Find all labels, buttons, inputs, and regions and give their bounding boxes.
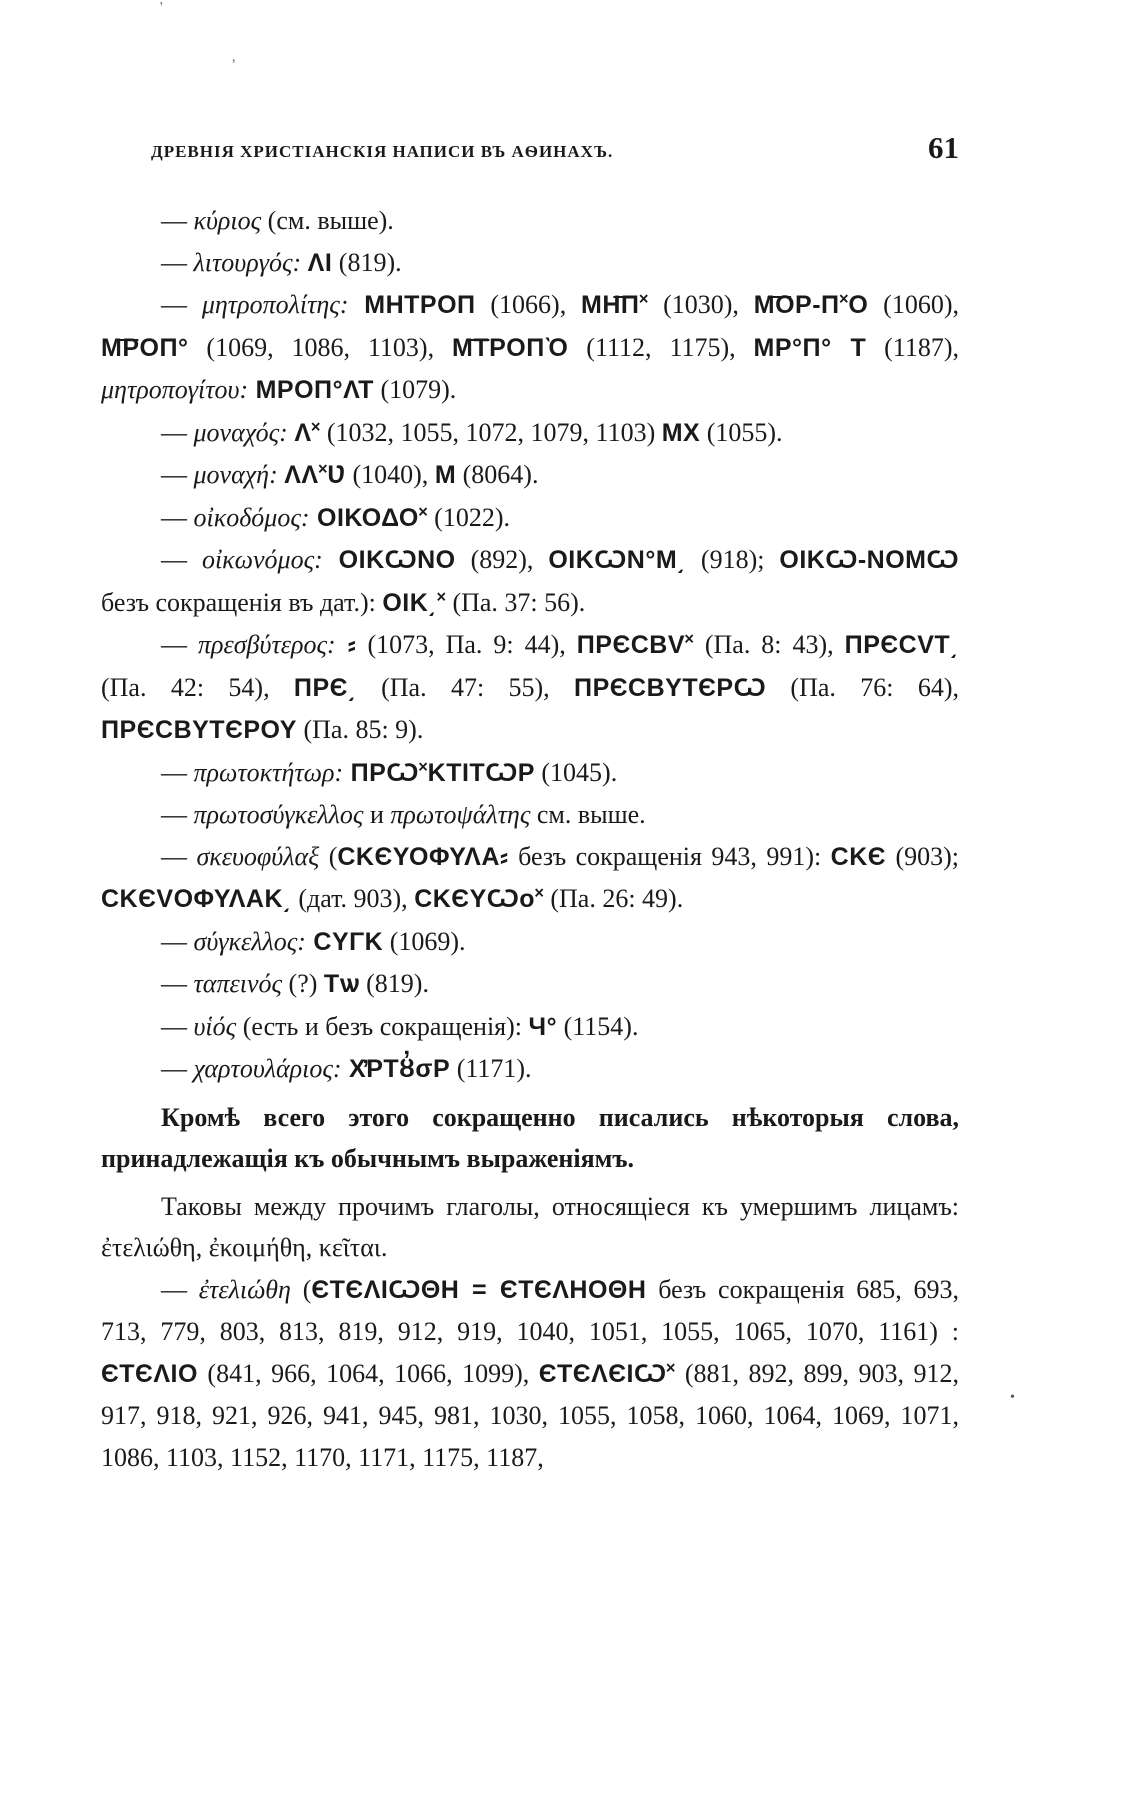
entry — [101, 497, 959, 540]
entry-abbreviation: ΟΙΚѠΝ°Μ͵ — [548, 546, 686, 574]
entry-abbreviation: Μ͞ΟΡ-Π˟Ο — [753, 291, 869, 319]
entry-list — [101, 200, 959, 1091]
entry-text: ( — [319, 841, 338, 871]
entry-dash: — — [161, 290, 187, 319]
entry-abbreviation: Ч° — [528, 1012, 558, 1041]
entry-text: (1073, Па. 9: 44), — [356, 630, 577, 659]
page-header — [101, 130, 959, 170]
entry-dash: — — [161, 1054, 187, 1083]
entry-abbreviation: Μ — [434, 461, 457, 489]
entry — [101, 284, 959, 412]
entry-abbreviation: ΟΙΚѠ-ΝΟΜѠ — [779, 546, 959, 574]
entry-abbreviation: ΛΙ — [301, 248, 333, 277]
entry-abbreviation: ΜΗΤΡΟΠ — [348, 291, 476, 319]
entry-text: (?) — [282, 969, 324, 998]
entry-text: (Па. 26: 49). — [543, 884, 684, 913]
entry-headword: υἱός — [193, 1011, 237, 1041]
entry — [101, 1048, 959, 1091]
entry-text: (1079). — [373, 375, 457, 404]
entry-text: (1066), — [475, 290, 582, 319]
entry-headword: μοναχός: — [193, 417, 288, 447]
entry-abbreviation: ⸗ — [335, 631, 357, 659]
entry-headword: ἐτελιώθη — [198, 1274, 291, 1304]
entry-abbreviation: ΠΡЄСVΤ͵ — [844, 631, 959, 659]
entry-abbreviation: ΛΛ˟Ʋ — [277, 461, 346, 489]
entry-text: (Па. 47: 55), — [356, 672, 575, 702]
entry-text: (903); — [886, 841, 960, 871]
entry-text: (1055). — [700, 417, 783, 447]
entry-dash: — — [161, 247, 187, 277]
entry-headword: πρωτοκτήτωρ: — [193, 757, 344, 787]
entry-text: (1171). — [450, 1054, 532, 1083]
entry-abbreviation: ΟΙΚѠΝΟ — [322, 546, 456, 574]
entry — [101, 921, 959, 964]
entry-dash: — — [161, 757, 187, 787]
entry-text: (Па. 76: 64), — [766, 672, 959, 702]
entry-text: (8064). — [456, 460, 539, 489]
entry-headword: πρωτοψάλτης — [390, 800, 531, 829]
entry-dash: — — [161, 417, 187, 447]
entry-text: (1069). — [383, 926, 466, 956]
entry-text: (1112, 1175), — [568, 332, 754, 362]
entry-text: ( — [290, 1274, 312, 1304]
entry — [101, 794, 959, 836]
entry-abbreviation: ΜΗ͞Π˟ — [581, 291, 649, 319]
entry-abbreviation: ЄΤЄΛΙѠΘΗ = ЄΤЄΛΗΟΘΗ — [311, 1275, 647, 1304]
entry-text: (1187), — [866, 332, 959, 362]
entry-text: (1154). — [557, 1011, 639, 1041]
paragraph-verbs-text: Таковы между прочимъ глаголы, относящіеся къ умершимъ лицамъ: ἐτελιώθη, ἐκοιμήθη, κεῖται. — [101, 1191, 959, 1262]
entry-abbreviation: ΠΡѠ˟ΚΤΙΤѠΡ — [343, 758, 535, 787]
entry-abbreviation: ΟΙΚΟΔΟ˟ — [309, 503, 428, 532]
entry-text: (892), — [455, 545, 549, 574]
entry-headword: σκευοφύλαξ — [196, 841, 320, 871]
entry — [101, 412, 959, 455]
final-entry — [101, 1269, 959, 1479]
entry-headword: μοναχή: — [193, 460, 278, 489]
entry-dash: — — [161, 926, 187, 956]
entry-headword: οἰκωνόμος: — [201, 545, 323, 574]
entry-text: (1022). — [427, 502, 510, 532]
entry-dash: — — [161, 545, 187, 574]
entry-text: (есть и безъ сокращенія): — [236, 1011, 529, 1041]
entry-headword: οἰκοδόμος: — [193, 502, 310, 532]
entry-headword: σύγκελλος: — [193, 926, 306, 956]
entry-headword: κύριος — [193, 206, 262, 235]
entry — [101, 624, 959, 752]
entry-text: см. выше. — [530, 800, 646, 829]
entry-dash: — — [161, 1274, 187, 1304]
entry-text: (см. выше). — [261, 206, 394, 235]
entry-abbreviation: Λ˟ — [287, 418, 321, 447]
print-speck: , — [232, 50, 236, 65]
book-page — [101, 130, 959, 1478]
entry-abbreviation: ΠΡЄСΒV˟ — [576, 631, 694, 659]
entry-abbreviation: ЄΤЄΛΙΟ — [101, 1359, 198, 1388]
entry-abbreviation: СΚЄΥѠο˟ — [414, 885, 544, 913]
entry-text: (Па. 8: 43), — [693, 630, 845, 659]
entry-headword: λιτουργός: — [193, 247, 302, 277]
entry-text: (1045). — [534, 757, 618, 787]
paragraph-abbrev-words: Кромѣ всего этого сокращенно писались нѣкоторыя слова, принадлежащія къ обычнымъ выраженіямъ. — [101, 1102, 959, 1173]
entry-abbreviation: ΠΡЄСΒΥΤЄΡΟΥ — [101, 716, 297, 744]
paragraph-verbs — [101, 1186, 959, 1269]
running-title: ДРЕВНІЯ ХРИСТІАНСКІЯ НАПИСИ ВЪ АѲИНАХЪ. — [151, 142, 614, 161]
entry — [101, 454, 959, 497]
entry-abbreviation: ΠΡЄСΒΥΤЄΡѠ — [574, 673, 767, 702]
entry-text: (Па. 42: 54), — [101, 672, 294, 702]
entry-text: безъ сокращенія въ дат.): — [101, 587, 383, 617]
entry-dash: — — [161, 460, 187, 489]
entry-abbreviation: СΚЄ — [830, 842, 887, 871]
entry-text: (1060), — [868, 290, 959, 319]
entry-text: безъ сокращенія 685, 693, 713, 779, 803, 813, 819, 912, 919, 1040, 1051, 1055, 1065, 1070, 1161) : — [101, 1274, 959, 1346]
entry-abbreviation: Μ͞ΡΟΠ° — [101, 333, 189, 362]
entry-abbreviation: ΜΧ — [661, 418, 701, 447]
print-speck: • — [1010, 1390, 1015, 1405]
entry — [101, 539, 959, 624]
entry-abbreviation: СΚЄΥΟΦΥΛΑ⸗ — [337, 842, 509, 871]
entry-headword: ταπεινός — [193, 969, 283, 998]
entry-text: и — [363, 800, 391, 829]
entry-abbreviation: ΜΡ°Π° Τ — [753, 333, 867, 362]
entry-text: (819). — [332, 247, 402, 277]
entry-dash: — — [161, 206, 187, 235]
entry-text: (841, 966, 1064, 1066, 1099), — [197, 1358, 539, 1388]
entry — [101, 752, 959, 795]
entry — [101, 242, 959, 285]
entry-dash: — — [161, 841, 187, 871]
print-speck: ' — [160, 0, 163, 15]
entry-headword: πρωτοσύγκελλος — [193, 800, 364, 829]
entry-abbreviation: Τѡ — [323, 970, 360, 998]
entry-text: (дат. 903), — [291, 884, 415, 913]
entry-dash: — — [161, 502, 187, 532]
entry-abbreviation: Μ͞ΤΡΟΠῸ — [452, 333, 569, 362]
entry — [101, 963, 959, 1006]
entry-abbreviation: ΜΡΟΠ°ΛΤ — [248, 376, 374, 404]
entry-text: (1030), — [648, 290, 754, 319]
entry-text: (881, 892, 899, 903, 912, 917, 918, 921, 926, 941, 945, 981, 1030, 1055, 1058, 1060, 1064, 1069, 1071, 1086, 1103, 1152, 1170, 1171, 1175, 1187, — [101, 1358, 959, 1472]
entry-text: безъ сокращенія 943, 991): — [508, 841, 831, 871]
entry-abbreviation: ΠΡЄ͵ — [293, 673, 357, 702]
entry-text: (Па. 85: 9). — [296, 715, 424, 744]
entry-text: (1040), — [345, 460, 435, 489]
entry-text: (1069, 1086, 1103), — [188, 332, 452, 362]
entry-headword: μητροπολίτης: — [201, 290, 349, 319]
entry — [101, 1006, 959, 1049]
entry-text: (918); — [685, 545, 780, 574]
entry-headword: πρεσβύτερος: — [197, 630, 336, 659]
entry — [101, 836, 959, 921]
entry-headword: χαρτουλάριος: — [193, 1054, 342, 1083]
entry — [101, 200, 959, 242]
entry-abbreviation: ЄΤЄΛЄΙѠ˟ — [538, 1359, 676, 1388]
entry-dash: — — [161, 630, 187, 659]
entry-abbreviation: СΚЄVΟΦΥΛΑΚ͵ — [101, 885, 292, 913]
page-number: 61 — [928, 130, 959, 165]
entry-text: (Па. 37: 56). — [445, 587, 586, 617]
entry-text: (819). — [359, 969, 429, 998]
entry-dash: — — [161, 969, 187, 998]
entry-abbreviation: ΟΙΚ͵˟ — [382, 588, 446, 617]
entry-text: (1032, 1055, 1072, 1079, 1103) — [320, 417, 662, 447]
entry-dash: — — [161, 1011, 187, 1041]
entry-abbreviation: Χ̓ΡΤȣ̓σΡ — [341, 1055, 451, 1083]
entry-headword: μητροπογίτου: — [101, 375, 249, 404]
entry-abbreviation: СΥΓΚ — [305, 927, 384, 956]
entry-dash: — — [161, 800, 187, 829]
